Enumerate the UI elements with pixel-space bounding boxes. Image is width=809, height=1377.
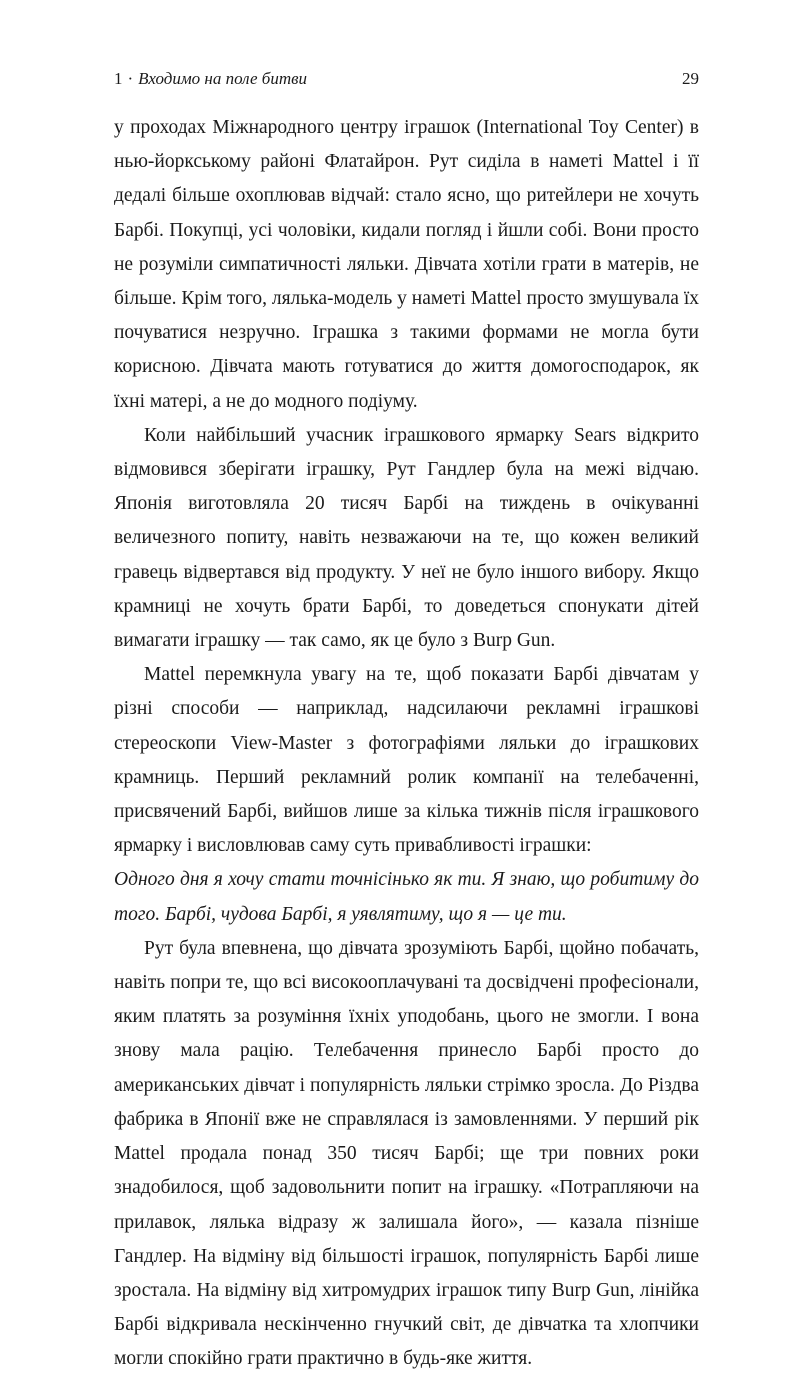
running-head-chapter [114, 66, 307, 92]
paragraph-continuation: у проходах Міжнародного центру іграшок (International Toy Center) в нью-йоркському районі Флатайрон. Рут сиділа в наметі Mattel і її дедалі більше охоплював відчай: стало ясно, що ритейлери не хочуть Барбі. Покупці, усі чоловіки, кидали погляд і йшли собі. Вони просто не розуміли симпатичності ляльки. Дівчата хотіли грати в матерів, не більше. Крім того, лялька-модель у наметі Mattel просто змушувала їх почуватися незручно. Іграшка з такими формами не могла бути корисною. Дівчата мають готуватися до життя домогосподарок, як їхні матері, а не до модного подіуму. [114, 117, 699, 412]
paragraph-barbie-success: Рут була впевнена, що дівчата зрозуміють Барбі, щойно побачать, навіть попри те, що всі високооплачувані та досвідчені професіонали, яким платять за розуміння їхніх уподобань, цього не змогли. І вона знову мала рацію. Телебачення принесло Барбі просто до американських дівчат і популярність ляльки стрімко зросла. До Різдва фабрика в Японії вже не справлялася із замовленнями. У перший рік Mattel продала понад 350 тисяч Барбі; ще три повних роки знадобилося, щоб задовольнити попит на іграшку. «Потрапляючи на прилавок, лялька відразу ж залишала його», — казала пізніше Гандлер. На відміну від більшості іграшок, популярність Барбі лише зростала. На відміну від хитромудрих іграшок типу Burp Gun, лінійка Барбі відкривала нескінченно гнучкий світ, де дівчатка та хлопчики могли спокійно грати практично в будь-яке життя. [114, 937, 699, 1370]
chapter-title: Входимо на поле битви [138, 69, 308, 88]
body-text [114, 111, 699, 1377]
chapter-number: 1 [114, 69, 123, 88]
commercial-quote: Одного дня я хочу стати точнісінько як ти. Я знаю, що робитиму до того. Барбі, чудова Барбі, я уявлятиму, що я — це ти. [114, 869, 699, 925]
paragraph-sears-refusal: Коли найбільший учасник іграшкового ярмарку Sears відкрито відмовився зберігати іграшку, Рут Гандлер була на межі відчаю. Японія виготовляла 20 тисяч Барбі на тиждень в очікуванні величезного попиту, навіть незважаючи на те, що кожен великий гравець відвертався від продукту. У неї не було іншого вибору. Якщо крамниці не хочуть брати Барбі, то доведеться спонукати дітей вимагати іграшку — так само, як це було з Burp Gun. [114, 424, 699, 652]
running-head [114, 66, 699, 92]
running-head-separator: · [127, 69, 134, 88]
paragraph-mattel-marketing: Mattel перемкнула увагу на те, щоб показати Барбі дівчатам у різні способи — наприклад, надсилаючи рекламні іграшкові стереоскопи View-Master з фотографіями ляльки до іграшкових крамниць. Перший рекламний ролик компанії на телебаченні, присвячений Барбі, вийшов лише за кілька тижнів після іграшкового ярмарку і висловлював саму суть привабливості іграшки: [114, 664, 699, 857]
page-number: 29 [682, 69, 699, 88]
